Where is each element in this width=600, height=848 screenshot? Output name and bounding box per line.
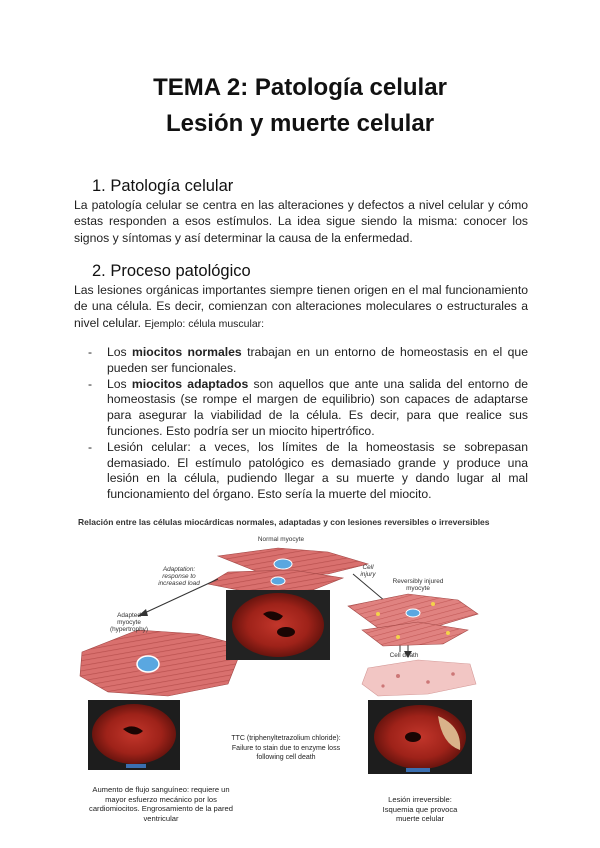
label-cell-injury: Cell injury (360, 564, 376, 579)
page-title-line2: Lesión y muerte celular (165, 110, 435, 137)
section2-example: Ejemplo: célula muscular: (144, 317, 265, 330)
section1-heading: 1. Patología celular (92, 177, 234, 195)
hypertrophic-heart-image (88, 700, 180, 770)
list-item: - Los miocitos normales trabajan en un entorno de homeostasis en el que pueden ser funcionales. (88, 345, 528, 375)
left-figure-caption: Aumento de flujo sanguíneo: requiere un mayor esfuerzo mecánico por los cardiomiocitos. Engrosamiento de la pared ventricular (89, 785, 233, 823)
right-figure-caption: Lesión irreversible: Isquemia que provoca muerte celular (382, 795, 458, 823)
list-item: - Los miocitos adaptados son aquellos que ante una salida del entorno de homeostasis (se rompe el margen de equilibrio) son capaces de adaptarse para asegurar la viabilidad de la célula. Es decir, para que realice sus funciones. Esto podría ser un miocito hipertrófico. (88, 376, 528, 438)
section2-body-text: Las lesiones orgánicas importantes siempre tienen origen en el mal funcionamiento de una célula. Es decir, comienzan con alteraciones moleculares o estructurales a nivel celular. (74, 283, 528, 330)
reversibly-injured-myocyte (348, 594, 478, 646)
label-adapted-myocyte: Adapted myocyte (hypertrophy) (109, 612, 148, 634)
figure-caption: Relación entre las células miocárdicas normales, adaptadas y con lesiones reversibles o irreversibles (78, 517, 490, 527)
normal-heart-image (226, 590, 330, 660)
dead-myocyte (362, 660, 476, 696)
bullet-list (88, 345, 528, 503)
section2-heading: 2. Proceso patológico (92, 262, 251, 280)
myocyte-figure (78, 534, 480, 782)
list-item: - Lesión celular: a veces, los límites de la homeostasis se sobrepasan demasiado. El estímulo patológico es demasiado grande y produce una lesión en la célula, pudiendo llegar a su muerte y dando lugar al mal funcionamiento del órgano. Esto sería la muerte del miocito. (88, 439, 528, 502)
infarcted-heart-image (368, 700, 472, 774)
label-cell-death: Cell death (389, 652, 419, 659)
label-normal-myocyte: Normal myocyte (257, 536, 305, 543)
section1-body: La patología celular se centra en las alteraciones y defectos a nivel celular y cómo estas responden a esos estímulos. La idea sigue siendo la misma: conocer los signos y síntomas y así determinar la causa de la enfermedad. (74, 198, 528, 245)
label-reversible-myocyte: Reversibly injured myocyte (392, 578, 444, 593)
label-adaptation: Adaptation: response to increased load (158, 566, 200, 588)
page-title-line1: TEMA 2: Patología celular (153, 74, 447, 101)
normal-myocyte (208, 548, 368, 592)
adapted-myocyte (80, 630, 243, 696)
ttc-caption: TTC (triphenyltetrazolium chloride): Failure to stain due to enzyme loss following cell death (231, 735, 341, 761)
section2-body (74, 282, 528, 332)
